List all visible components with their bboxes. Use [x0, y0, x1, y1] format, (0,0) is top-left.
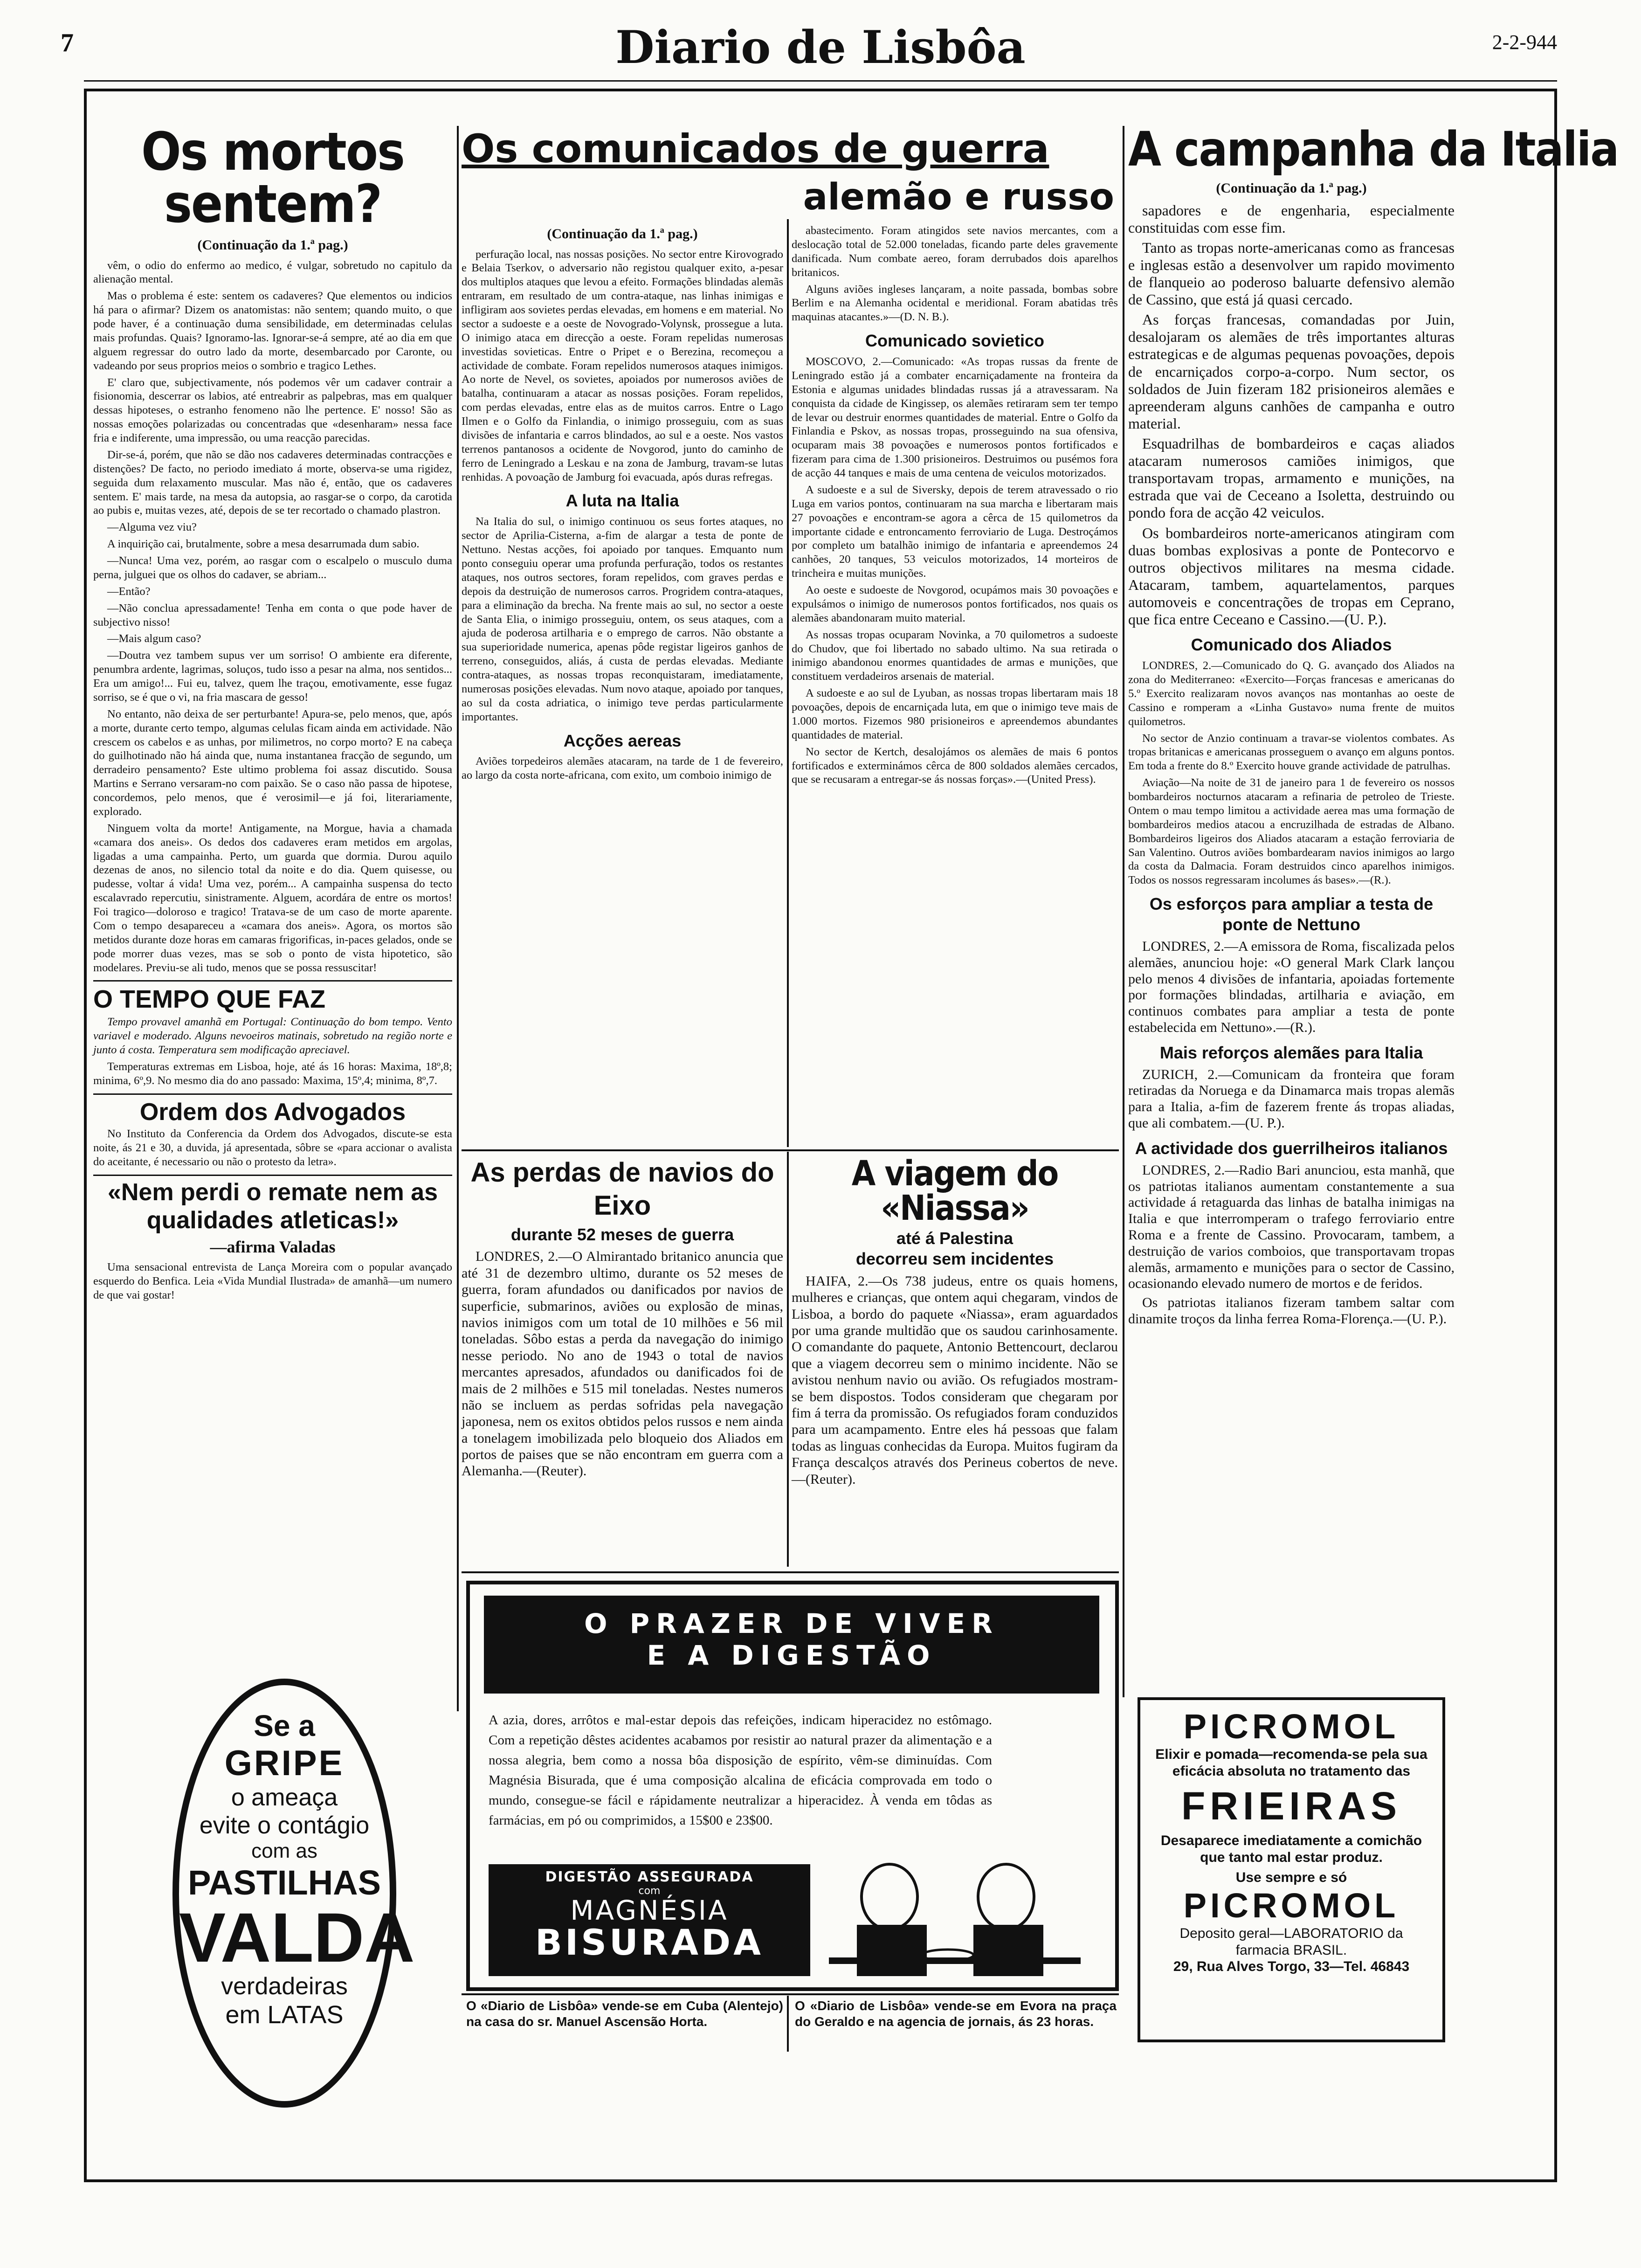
- paragraph: No entanto, não deixa de ser perturbante! Apura-se, pelo menos, que, após a morte, durante certo tempo, algumas celulas ficam ainda em actividade. Não crescem os cabelos e as unhas, por milimetros, no corpo morto? E na cabeça do guilhotinado não há ainda que, numa instantanea fracção de segundo, um derradeiro pensamento? Este ultimo problema foi assaz discutido. Sousa Martins e Serrano versaram-no com paixão. Se o caso não passa de hipotese, concordemos, pelo menos, que é verosimil—e já foi, literariamente, explorado.: [93, 707, 452, 818]
- paragraph: sapadores e de engenharia, especialmente constituidas com esse fim.: [1128, 201, 1455, 236]
- paragraph: MOSCOVO, 2.—Comunicado: «As tropas russas da frente de Leningrado estão já a combater encarniçadamente na fronteira da Estonia e algumas unidades blindadas russas já a atravessaram. Na conquista da cidade de Kingissep, os alemães retiraram sem ter tempo de levar ou destruir enormes quantidades de material. Entre o Golfo da Finlandia e Pskov, as nossas tropas, prosseguindo na sua ofensiva, ocuparam mais 38 povoações e numerosos pontos fortificados e fizeram para cima de 1.300 prisioneiros. Destruimos ou pusémos fora de acção 44 tanques e mais de uma centena de veiculos motorizados.: [792, 355, 1118, 480]
- section-rule: [93, 1093, 452, 1095]
- headline-perdas: As perdas de navios do Eixo: [470, 1157, 774, 1221]
- subhead-sovietico: Comunicado sovietico: [865, 331, 1045, 351]
- ad-headline: E A DIGESTÃO: [647, 1639, 937, 1671]
- paragraph: Aviões torpedeiros alemães atacaram, na tarde de 1 de fevereiro, ao largo da costa norte-africana, com exito, um comboio inimigo de: [462, 755, 783, 782]
- paragraph: —Então?: [107, 585, 151, 598]
- paragraph: Ninguem volta da morte! Antigamente, na Morgue, havia a chamada «camara dos aneis». Os dedos dos cadaveres eram metidos em argolas, ligadas a uma campainha. Perto, um guarda que dormia. Durou aquilo dezenas de anos, no silencio total da noite e do dia. Quem quisesse, ou pudesse, voltar á vida! Uma vez, porém... A campainha suspensa do tecto escalavrado repercutiu, sinistramente. Alguem, acordára de entre os mortos! Foi tragico—doloroso e tragico! Tratava-se de um caso de morte aparente. Com o tempo desapareceu a «camara dos aneis». Agora, os mortos são metidos durante doze horas em camaras frigorificas, in-paces gelados, onde se pode morrer duas vezes, mas se sob o ponto de vista hipotetico, são modelares. Previu-se ali tudo, menos que se possa ressuscitar!: [93, 822, 452, 974]
- continuation-note: (Continuação da 1.ª pag.): [547, 226, 698, 242]
- ad-brand: BISURADA: [535, 1922, 764, 1963]
- article-perdas: [462, 1156, 783, 1567]
- section-rule: [93, 1175, 452, 1176]
- valda-line: em LATAS: [225, 2001, 344, 2029]
- paragraph: O «Diario de Lisbôa» vende-se em Cuba (Alentejo) na casa do sr. Manuel Ascensão Horta.: [466, 1998, 783, 2029]
- valda-brand: VALDA: [179, 1898, 415, 1977]
- valda-line: o ameaça: [231, 1784, 338, 1811]
- paragraph: A sudoeste e ao sul de Lyuban, as nossas tropas libertaram mais 18 povoações, depois de encarniçada luta, em que o inimigo teve mais de 1.000 mortos. Fizemos 980 prisioneiros e apreendemos abundantes quantidades de material.: [792, 687, 1118, 741]
- column-divider: [457, 126, 459, 1711]
- aviso-evora: [795, 1998, 1117, 2049]
- paragraph: abastecimento. Foram atingidos sete navios mercantes, com a deslocação total de 52.000 toneladas, ficando parte deles gravemente danificada. Num combate aereo, foram derrubados dois aparelhos britanicos.: [792, 224, 1118, 279]
- subhead-esforcos: Os esforços para ampliar a testa de ponte de Nettuno: [1149, 894, 1434, 934]
- magnesia-bisurada-ad: [466, 1581, 1119, 1991]
- continuation-note: (Continuação da 1.ª pag.): [197, 237, 348, 253]
- subhead-accoes-aereas: Acções aereas: [563, 731, 682, 750]
- ad-banner: DIGESTÃO ASSEGURADA: [545, 1869, 754, 1885]
- paragraph: Na Italia do sul, o inimigo continuou os seus fortes ataques, no sector de Aprilia-Cisterna, a-fim de alargar a testa de ponte de Nettuno. Nestas acções, foi apoiado por tanques. Emquanto num ponto conseguiu operar uma profunda perfuração, todos os restantes ataques, nos outros sectores, foram repelidos, com graves perdas e depois da destruição de numerosos carros. Progridem contra-ataques, para a eliminação da brecha. Na frente mais ao sul, no sector a oeste de Santa Elia, o inimigo prosseguiu, ontem, os seus ataques, com a ajuda de poderosa artilharia e o emprego de carros. Não obstante a sua superioridade numerica, apenas pôde registar ligeiros ganhos de terreno, conseguidos, aliás, á custa de perdas elevadas. Mediante contra-ataques, as nossas tropas reconquistaram, imediatamente, numerosas posições elevadas. Num novo ataque, apoiado por tanques, ao sul da costa adriatica, o inimigo teve perdas particularmente importantes.: [462, 515, 783, 723]
- column-mortos: [93, 122, 452, 1679]
- comunicados-header: [462, 126, 1119, 219]
- paragraph: As forças francesas, comandadas por Juin, desalojaram os alemães de três importantes alturas estrategicas e de algumas pequenas povoações, depois de encarniçados corpo-a-corpo. Num sector, os soldados de Juin fizeram 182 prisioneiros alemães e apreenderam alguns canhões de campanha e outro material.: [1128, 311, 1455, 432]
- section-rule: [93, 980, 452, 982]
- column-campanha-italia: [1128, 122, 1619, 1683]
- ad-headline: O PRAZER DE VIVER: [584, 1608, 999, 1639]
- paragraph: Os bombardeiros norte-americanos atingiram com duas bombas explosivas a ponte de Pontecorvo e outros objectivos militares na mesma cidade. Atacaram, tambem, aquartelamentos, parques automoveis e concentrações de tropas em Ceprano, que fica entre Ceceano e Cassino.—(U. P.).: [1128, 524, 1455, 628]
- paragraph: ZURICH, 2.—Comunicam da fronteira que foram retiradas da Noruega e da Dinamarca mais tropas alemãs para a Italia, a-fim de fazerem frente ás tropas aliadas, que ali combatem.—(U. P.).: [1128, 1066, 1455, 1131]
- headline-alemao-russo: alemão e russo: [803, 176, 1114, 218]
- headline-campanha: A campanha da Italia: [1128, 122, 1619, 177]
- continuation-note: (Continuação da 1.ª pag.): [1216, 180, 1367, 196]
- aviso-cuba: [466, 1998, 783, 2049]
- paragraph: Mas o problema é este: sentem os cadaveres? Que elementos ou indicios há para o afirmar? Dizem os anatomistas: não sentem; quando muito, o que pode haver, é a continuação duma sensibilidade, em determinadas celulas mais profundas. Quais? Ignoramo-las. Ignorar-se-á sempre, até ao dia em que alguem regressar do outro lado da morte, desembarcado por Caronte, ou vadeando por seus proprios meios o sombrio e tragico Lethes.: [93, 290, 452, 372]
- masthead: Diario de Lisbôa: [615, 21, 1026, 74]
- paragraph: Uma sensacional entrevista de Lança Moreira com o popular avançado esquerdo do Benfica. Leia «Vida Mundial Ilustrada» de amanhã—um numero de que vai gostar!: [93, 1261, 452, 1302]
- valda-oval: [172, 1679, 415, 2108]
- paragraph: LONDRES, 2.—Radio Bari anunciou, esta manhã, que os patriotas italianos aumentam constantemente a sua actividade á retaguarda das linhas de batalha inimigas na Italia e que interromperam o trafego ferroviario entre Roma e a frente de Cassino. Provocaram, tambem, a destruição de varios comboios, que transportavam tropas alemãs, armamento e munições para o sector de Cassino, ocasionando elevado numero de mortos e de feridos.: [1128, 1162, 1455, 1292]
- paragraph: LONDRES, 2.—A emissora de Roma, fiscalizada pelos alemães, anunciou hoje: «O general Mark Clark lançou pelo menos 4 divisões de infantaria, apoiadas fortemente por formações blindadas, artilharia e aviação, em continuos combates para ampliar a testa de ponte estabelecida em Nettuno».—(R.).: [1128, 938, 1455, 1035]
- page-number: 7: [61, 28, 74, 57]
- paragraph: No Instituto da Conferencia da Ordem dos Advogados, discute-se esta noite, ás 21 e 30, a duvida, já apresentada, sôbre se «para accionar o avalista do aceitante, é necessario ou não o protesto da letra».: [93, 1127, 452, 1168]
- picromol-ad: [1138, 1697, 1445, 2042]
- valda-line: Se a: [254, 1709, 315, 1742]
- paragraph: No sector de Anzio continuam a travar-se violentos combates. As tropas britanicas e americanas prosseguem o avanço em alguns pontos. Em toda a frente do 8.º Exercito houve grande actividade de patrulhas.: [1128, 732, 1455, 773]
- ad-brand: MAGNÉSIA: [570, 1895, 729, 1926]
- column-divider: [1123, 126, 1124, 1697]
- paragraph: LONDRES, 2.—O Almirantado britanico anuncia que até 31 de dezembro ultimo, durante os 52 meses de guerra, foram afundados ou danificados por navios de superficie, submarinos, aviões ou explosão de minas, navios inimigos com um total de 10 milhões e 56 mil toneladas. Sôbo estas a perda da navegação do inimigo nesse periodo. No ano de 1943 o total de navios mercantes apresados, afundados ou danificados foi de mais de 2 milhões e 515 mil toneladas. Nestes numeros não se incluem as perdas sofridas pela navegação japonesa, nem os exitos obtidos pelos russos e nem ainda a tonelagem imobilizada pelo bloqueio dos Aliados em portos de paises que se não encontram em guerra com a Alemanha.—(Reuter).: [462, 1249, 783, 1479]
- paragraph: As nossas tropas ocuparam Novinka, a 70 quilometros a sudoeste do Chudov, que foi libertado no sabado ultimo. Na sua retirada o inimigo abandonou enormes quantidades de armas e munições, que constituem verdadeiros arsenais de material.: [792, 628, 1118, 683]
- section-rule: [462, 1571, 1119, 1573]
- valda-line: PASTILHAS: [188, 1863, 381, 1902]
- paragraph: O «Diario de Lisbôa» vende-se em Evora na praça do Geraldo e na agencia de jornais, ás 23 horas.: [795, 1998, 1117, 2029]
- headline-niassa: A viagem do «Niassa»: [851, 1154, 1058, 1228]
- subhead-valadas: —afirma Valadas: [210, 1238, 336, 1257]
- paragraph: E' claro que, subjectivamente, nós podemos vêr um cadaver contrair a fisionomia, descerrar os labios, até entreabrir as palpebras, mas em qualquer dessas hipoteses, o estranho fenomeno não lhe pertence. E' nosso! São as nossas emoções polarizadas ou concentradas que «desenharam» nessa face fria e indiferente, uma impressão, ou uma reacção parecidas.: [93, 376, 452, 445]
- diner-illustration-icon: [824, 1846, 1085, 1985]
- valda-line: verdadeiras: [221, 1973, 348, 2000]
- column-comunicados-alemao: [462, 219, 783, 1147]
- subhead-guerrilheiros: A actividade dos guerrilheiros italianos: [1135, 1138, 1448, 1158]
- subhead-niassa: decorreu sem incidentes: [855, 1249, 1054, 1268]
- subhead-reforcos: Mais reforços alemães para Italia: [1159, 1043, 1423, 1062]
- ad-brand-box: [489, 1864, 810, 1976]
- picromol-text: Desaparece imediatamente a comichão que tanto mal estar produz.: [1160, 1833, 1422, 1865]
- picromol-text: Deposito geral—LABORATORIO da farmacia BRASIL.: [1179, 1926, 1403, 1958]
- picromol-text: 29, Rua Alves Torgo, 33—Tel. 46843: [1173, 1959, 1410, 1974]
- paragraph: —Alguma vez viu?: [107, 521, 197, 534]
- paragraph: Os patriotas italianos fizeram tambem saltar com dinamite troços da linha ferrea Roma-Florença.—(U. P.).: [1128, 1295, 1455, 1327]
- column-comunicado-sovietico: [792, 224, 1118, 1147]
- picromol-text: Use sempre e só: [1235, 1870, 1347, 1885]
- valda-line: GRIPE: [224, 1743, 345, 1783]
- picromol-frieiras: FRIEIRAS: [1181, 1784, 1402, 1828]
- subhead-perdas: durante 52 meses de guerra: [510, 1224, 734, 1244]
- paragraph: —Nunca! Uma vez, porém, ao rasgar com o escalpelo o musculo duma perna, julguei que os olhos do cadaver, se abriam...: [93, 554, 452, 581]
- ad-body: A azia, dores, arrôtos e mal-estar depois das refeições, indicam hiperacidez no estômago. Com a repetição dêstes acidentes acabamos por resistir ao natural prazer da alimentação e a nossa alegria, bem como a nossa bôa disposição de espírito, vêm-se diminuídas. Com Magnésia Bisurada, que é uma composição alcalina de eficácia comprovada em todo o mundo, consegue-se fácil e rápidamente neutralizar a hiperacidez. À venda em tôdas as farmácias, em pó ou comprimidos, a 15$00 e 23$00.: [489, 1713, 992, 1828]
- paragraph: Ao oeste e sudoeste de Novgorod, ocupámos mais 30 povoações e expulsámos o inimigo de numerosos pontos fortificados, nos quais os alemães abandonaram muito material.: [792, 584, 1118, 624]
- paragraph: —Doutra vez tambem supus ver um sorriso! O ambiente era diferente, penumbra ardente, lagrimas, soluços, tudo isso a pesar na alma, nos sentidos... Era um amigo!... Fui eu, talvez, quem lhe traçou, emotivamente, esse fugaz sorriso, se é que o vi, na fria mascara de gesso!: [93, 649, 452, 704]
- headline-comunicados: Os comunicados de guerra: [462, 126, 1049, 172]
- column-divider: [787, 1996, 789, 2052]
- paragraph: Tanto as tropas norte-americanas como as francesas e inglesas estão a desenvolver um rapido movimento de flanqueio ao poderoso baluarte defensivo alemão de Cassino, que está já quasi cercado.: [1128, 239, 1455, 308]
- headline-mortos: Os mortos sentem?: [141, 122, 405, 235]
- column-divider: [787, 1152, 789, 1567]
- paragraph: Aviação—Na noite de 31 de janeiro para 1 de fevereiro os nossos bombardeiros nocturnos atacaram a refinaria de petroleo de Trieste. Ontem o mau tempo limitou a actividade aerea mas uma formação de bombardeiros medios atacou a encruzilhada de estradas de Albano. Bombardeiros ligeiros dos Aliados atacaram a estação ferroviaria de San Valentino. Outros aviões bombardearam navios inimigos ao largo da costa da Dalmacia. Foram destruidos cinco aparelhos inimigos. Todos os nossos regressaram incolumes ás bases».—(R.).: [1128, 776, 1455, 887]
- paragraph: HAIFA, 2.—Os 738 judeus, entre os quais homens, mulheres e crianças, que ontem aqui chegaram, vindos de Lisboa, a bordo do paquete «Niassa», eram aguardados por uma grande multidão que os saudou carinhosamente. O comandante do paquete, Antonio Bettencourt, declarou que a viagem decorreu sem o minimo incidente. Não se avistou nenhum navio ou avião. Os refugiados mostram-se bem dispostos. Todos consideram que chegaram por fim á terra da promissão. Os refugiados foram conduzidos para um acampamento. Entre eles há pessoas que falam todas as linguas conhecidas da Europa. Muitos fugiram da França descalços através dos Perineus cobertos de neve.—(Reuter).: [792, 1273, 1118, 1487]
- masthead-rule: [84, 80, 1557, 82]
- paragraph: Alguns aviões ingleses lançaram, a noite passada, bombas sobre Berlim e na Alemanha ocidental e meridional. Foram abatidas três maquinas atacantes.»—(D. N. B.).: [792, 283, 1118, 324]
- section-rule: [462, 1993, 1119, 1995]
- paragraph: A inquirição cai, brutalmente, sobre a mesa desarrumada dum sabio.: [107, 538, 420, 551]
- issue-date: 2-2-944: [1492, 31, 1557, 54]
- section-rule: [462, 1149, 1119, 1151]
- picromol-brand: PICROMOL: [1183, 1886, 1400, 1925]
- subhead-aliados: Comunicado dos Aliados: [1191, 635, 1392, 655]
- headline-ordem: Ordem dos Advogados: [139, 1098, 406, 1126]
- paragraph: Dir-se-á, porém, que não se dão nos cadaveres determinadas contracções e distenções? De facto, no periodo imediato á morte, observa-se uma rigidez, seguida dum relaxamento muscular. Mas não é, então, que os cadaveres sentem. E' mais tarde, na mesa da autopsia, ao rasgar-se o corpo, da carotida ao pubis e, muitas vezes, até, depois de se ter recortado o chamado plastron.: [93, 448, 452, 517]
- paragraph: Tempo provavel amanhã em Portugal: Continuação do bom tempo. Vento variavel e moderado. Alguns nevoeiros matinais, sobretudo na região norte e junto á costa. Temperatura sem modificação apreciavel.: [93, 1016, 452, 1057]
- subhead-luta-italia: A luta na Italia: [565, 491, 679, 511]
- ad-banner-com: com: [638, 1885, 661, 1897]
- valda-ad: [112, 1679, 457, 2126]
- campanha-body: [1128, 202, 1455, 629]
- valda-line: com as: [251, 1839, 317, 1862]
- paragraph: A sudoeste e a sul de Siversky, depois de terem atravessado o rio Luga em varios pontos, continuaram na sua marcha e libertaram mais 27 povoações e encontram-se agora a cêrca de 15 quilometros da importante cidade e entroncamento ferroviario de Luga. Destroçámos por completo um batalhão inimigo de infantaria e apreendemos 24 canhões, 20 tanques, 53 veiculos motorizados, 14 morteiros de trincheira e muitas munições.: [792, 483, 1118, 580]
- paragraph: vêm, o odio do enfermo ao medico, é vulgar, sobretudo no capitulo da alienação mental.: [93, 259, 452, 286]
- paragraph: —Mais algum caso?: [107, 632, 201, 645]
- paragraph: Esquadrilhas de bombardeiros e caças aliados atacaram numerosos camiões inimigos, que transportavam tropas, armamento e munições, na estrada que vai de Ceceano a Isoletta, destruindo ou pondo fora de acção 42 veiculos.: [1128, 435, 1455, 521]
- picromol-brand: PICROMOL: [1183, 1707, 1400, 1746]
- paragraph: No sector de Kertch, desalojámos os alemães de mais 6 pontos fortificados e exterminámos cêrca de 800 soldados alemães cercados, que se recusaram a entregar-se ás nossas forças».—(United Press).: [792, 745, 1118, 786]
- paragraph: —Não conclua apressadamente! Tenha em conta o que pode haver de subjectivo nisso!: [93, 602, 452, 629]
- headline-tempo: O TEMPO QUE FAZ: [93, 985, 326, 1014]
- article-niassa: [792, 1156, 1118, 1567]
- paragraph: Temperaturas extremas em Lisboa, hoje, até ás 16 horas: Maxima, 18º,8; minima, 6º,9. No mesmo dia do ano passado: Maxima, 15º,4; minima, 8º,7.: [93, 1060, 452, 1087]
- headline-valadas: «Nem perdi o remate nem as qualidades atleticas!»: [107, 1178, 438, 1234]
- column-divider: [787, 219, 789, 1147]
- paragraph: perfuração local, nas nossas posições. No sector entre Kirovogrado e Belaia Tserkov, o adversario não registou qualquer exito, a-pesar dos multiplos ataques que levou a efeito. Formações blindadas alemãs entraram, em resultado de um contra-ataque, nas linhas inimigas e infligiram aos sovietes perdas elevadas, em homens e em material. No sector a sudoeste e a oeste de Novogrado-Volynsk, prossegue a luta. O inimigo ataca em direcção a oeste. Foram repelidas numerosas investidas sovieticas. Entre o Pripet e o Berezina, recomeçou a actividade de combate. Foram repelidos numerosos ataques inimigos. Ao norte de Nevel, os sovietes, apoiados por numerosos aviões de batalha, continuaram a atacar as nossas posições. Foram repelidos, com perdas elevadas, entre elas as de muitos carros. Entre o Lago Ilmen e o Golfo da Finlandia, o inimigo prosseguiu, com as suas divisões de infantaria e carros blindados, ao sul e a oeste. Nos vastos terrenos pantanosos a ocidente de Novgorod, junto do caminho de ferro de Leningrado a Leskau e na zona de Jamburg, travam-se lutas renhidas. A povoação de Jamburg foi evacuada, após duras refregas.: [462, 248, 783, 484]
- ad-headline-band: [484, 1596, 1099, 1694]
- picromol-text: Elixir e pomada—recomenda-se pela sua eficácia absoluta no tratamento das: [1155, 1747, 1427, 1779]
- paragraph: LONDRES, 2.—Comunicado do Q. G. avançado dos Aliados na zona do Mediterraneo: «Exercito—Forças francesas e americanas do 5.º Exercito realizaram novos avanços nas montanhas ao oeste de Cassino e romperam a «Linha Gustavo» numa frente de muitos quilometros.: [1128, 659, 1455, 728]
- subhead-niassa: até á Palestina: [896, 1229, 1014, 1248]
- valda-line: evite o contágio: [199, 1812, 370, 1839]
